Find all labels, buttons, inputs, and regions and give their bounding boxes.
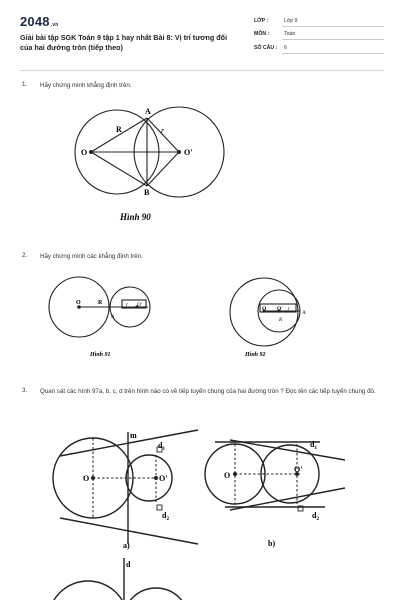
- fig92-label-R: R: [279, 318, 283, 323]
- figure-97b: [200, 430, 345, 554]
- fig97a-label-m: m: [130, 431, 137, 440]
- fig97b-label-d2: $d_2$: [312, 511, 319, 522]
- figure-97c: [40, 555, 190, 600]
- logo-tld: .vn: [50, 22, 59, 28]
- fig91-label-r: r: [126, 302, 129, 308]
- fig90-label-R: R: [116, 125, 122, 134]
- page-header: [0, 0, 400, 70]
- fig90-label-r: r: [161, 126, 165, 135]
- figure-90: [72, 100, 242, 230]
- fig92-label-A: A: [302, 310, 306, 316]
- header-divider: [20, 70, 384, 71]
- fig97a-caption: a): [123, 541, 130, 550]
- document-title: Giải bài tập SGK Toán 9 tập 1 hay nhất Bài 8: Vị trí tương đối của hai đường tròn (tiếp theo): [20, 33, 228, 52]
- grade-label: LỚP :: [254, 18, 269, 24]
- fig91-caption: Hình 91: [90, 352, 111, 358]
- figure-92: [222, 278, 342, 362]
- fig97c-label-d: d: [126, 560, 131, 569]
- fig92-caption: Hình 92: [245, 352, 266, 358]
- grade-value: Lớp 9: [284, 18, 298, 24]
- fig90-label-B: B: [144, 188, 150, 197]
- question-2-number: 2.: [22, 252, 28, 259]
- fig92-label-O: O: [262, 306, 267, 312]
- question-2-text: Hãy chứng minh các khẳng định trên.: [40, 253, 143, 260]
- question-1-text: Hãy chứng minh khẳng định trên.: [40, 82, 132, 89]
- fig97b-label-O2: O': [294, 465, 303, 474]
- figure-97a: [48, 426, 198, 552]
- fig97b-caption: b): [268, 539, 276, 548]
- fig91-label-A: A: [111, 315, 115, 320]
- subject-label: MÔN :: [254, 31, 270, 37]
- question-3-text: Quan sát các hình 97a, b, c, d trên hình nào có vẽ tiếp tuyến chung của hai đường tròn ? Đọc tên các tiếp tuyến chung đó.: [40, 388, 376, 395]
- fig97b-label-O: O: [224, 471, 231, 480]
- question-3-number: 3.: [22, 387, 28, 394]
- fig90-label-A: A: [145, 107, 151, 116]
- fig90-caption: Hình 90: [120, 212, 151, 222]
- fig92-label-r: r: [288, 307, 290, 312]
- fig91-label-O: O: [76, 300, 81, 306]
- count-value: 6: [284, 45, 287, 51]
- fig97b-label-d1: $d_1$: [310, 440, 317, 451]
- fig97a-label-O2: O': [159, 474, 168, 483]
- fig91-label-O2: O': [137, 302, 142, 308]
- logo-text: 2048: [20, 14, 50, 29]
- fig97a-label-d2: $d_2$: [162, 511, 169, 522]
- subject-value: Toán: [284, 31, 296, 37]
- fig90-label-O2: O': [184, 148, 193, 157]
- fig91-label-R: R: [98, 300, 103, 306]
- fig97a-label-O: O: [83, 474, 90, 483]
- site-logo[interactable]: [20, 14, 59, 29]
- figure-91: [42, 278, 182, 362]
- fig90-label-O: O: [81, 148, 88, 157]
- question-1-number: 1.: [22, 81, 28, 88]
- fig92-label-O2: O': [277, 306, 283, 312]
- fig97a-label-d1: $d_1$: [158, 441, 165, 452]
- count-label: SỐ CÂU :: [254, 45, 278, 51]
